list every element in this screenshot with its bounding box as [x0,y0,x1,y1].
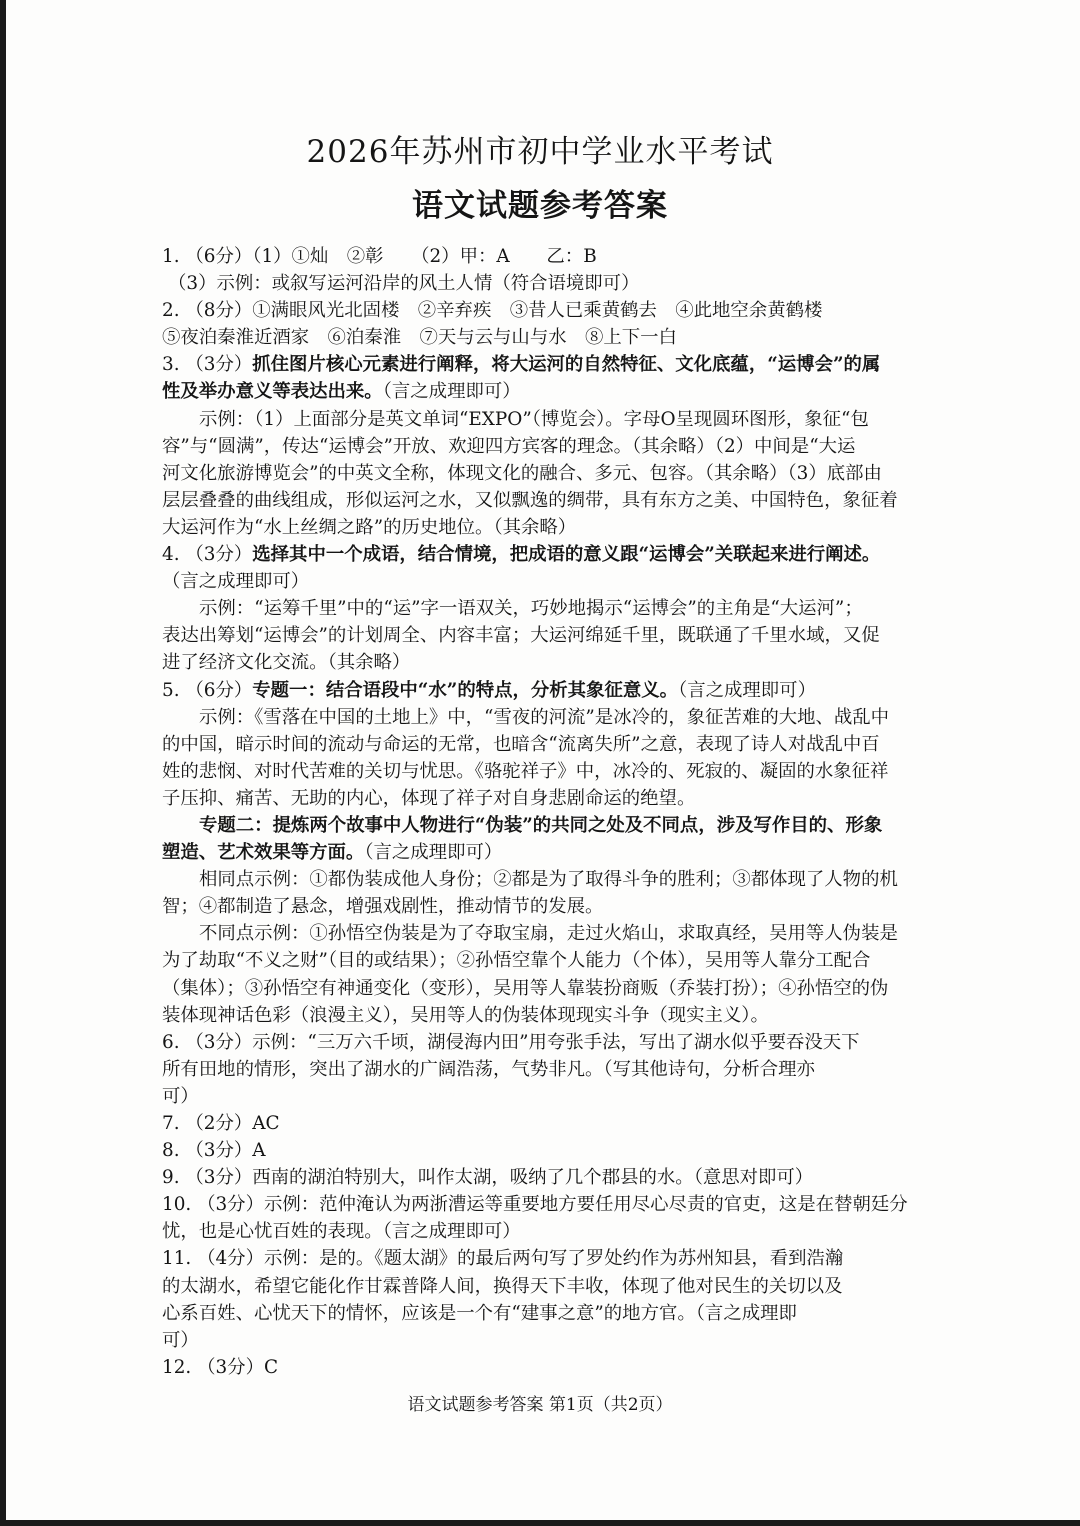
question-number: 4. （3分） [162,544,253,566]
answer-key-point: 专题二：提炼两个故事中人物进行“伪装”的共同之处及不同点，涉及写作目的、形象 [199,814,883,836]
answer-text: 可） [162,1085,199,1107]
answer-key-point: 专题一：结合语段中“水”的特点，分析其象征意义。 [252,679,679,701]
answer-line [162,487,922,514]
answer-line [162,1245,922,1272]
answer-line [162,649,922,676]
answer-text: 1. （6分）（1）①灿 ②彰 （2）甲：A 乙：B [162,246,597,267]
answer-text: 可） [162,1329,199,1351]
answer-line [162,1110,922,1137]
answer-line [162,541,922,568]
answer-text: 7. （2分）AC [162,1113,280,1134]
answer-text: 2. （8分）①满眼风光北固楼 ②辛弃疾 ③昔人已乘黄鹤去 ④此地空余黄鹤楼 [162,300,823,322]
answer-text: 大运河作为“水上丝绸之路”的历史地位。（其余略） [162,516,577,538]
answer-line [162,243,922,270]
answer-line [162,1164,922,1191]
answer-text: 相同点示例：①都伪装成他人身份；②都是为了取得斗争的胜利；③都体现了人物的机 [199,869,898,891]
answer-text: 的中国，暗示时间的流动与命运的无常，也暗含“流离失所”之意，表现了诗人对战乱中百 [162,733,880,755]
answer-line [162,866,922,893]
answer-text: （言之成理即可） [364,842,503,864]
page-subtitle: 语文试题参考答案 [412,188,668,224]
answer-text: 层层叠叠的曲线组成，形似运河之水，又似飘逸的绸带，具有东方之美、中国特色，象征着 [162,489,898,511]
answer-text: （言之成理即可） [678,679,816,701]
answer-text: 忧，也是心忧百姓的表现。（言之成理即可） [162,1221,521,1243]
answer-line [162,1137,922,1164]
answer-text: 装体现神话色彩（浪漫主义），吴用等人的伪装体现现实斗争（现实主义）。 [162,1004,769,1026]
answer-line [162,758,922,785]
answer-text: 子压抑、痛苦、无助的内心，体现了祥子对自身悲剧命运的绝望。 [162,787,696,809]
answer-line [162,731,922,758]
answer-text: 示例：“运筹千里”中的“运”字一语双关，巧妙地揭示“运博会”的主角是“大运河”； [199,598,863,620]
answer-text: 的太湖水，希望它能化作甘霖普降人间，换得天下丰收，体现了他对民生的关切以及 [162,1275,843,1297]
answer-line [162,270,922,297]
answer-line [162,460,922,487]
answer-key-point: 选择其中一个成语，结合情境，把成语的意义跟“运博会”关联起来进行阐述。 [252,544,881,566]
page-footer: 语文试题参考答案 第1页（共2页） [407,1395,673,1415]
answer-text: 智；④都制造了悬念，增强戏剧性，推动情节的发展。 [162,896,604,918]
answer-text: 容”与“圆满”，传达“运博会”开放、欢迎四方宾客的理念。（其余略）（2）中间是“大运 [162,435,856,457]
answer-line [162,378,922,405]
answer-text: 河文化旅游博览会”的中英文全称，体现文化的融合、多元、包容。（其余略）（3）底部由 [162,462,882,484]
answer-line [162,785,922,812]
answer-text: ⑤夜泊秦淮近酒家 ⑥泊秦淮 ⑦天与云与山与水 ⑧上下一白 [162,327,677,349]
question-number: 3. （3分） [162,354,253,376]
answer-line [162,514,922,541]
answer-line [162,1191,922,1218]
question-number: 5. （6分） [162,679,253,701]
answer-line [162,351,922,378]
answer-text: （3）示例：或叙写运河沿岸的风土人情（符合语境即可） [168,273,640,295]
answer-text: （言之成理即可） [382,381,521,403]
answer-line [162,677,922,704]
answer-text: （言之成理即可） [162,571,310,593]
answer-line [162,568,922,595]
page-edge-bottom [0,1520,1080,1526]
answer-line [162,1273,922,1300]
answer-text: 姓的悲悯、对时代苦难的关切与忧思。《骆驼祥子》中，冰冷的、死寂的、凝固的水象征祥 [162,760,889,782]
answer-line [162,1300,922,1327]
answer-text: 表达出筹划“运博会”的计划周全、内容丰富；大运河绵延千里，既联通了千里水域，又促 [162,625,880,647]
answer-line [162,1083,922,1110]
answer-body [162,243,922,1381]
answer-line [162,947,922,974]
page-title: 2026年苏州市初中学业水平考试 [306,134,774,170]
answer-text: （集体）；③孙悟空有神通变化（变形），吴用等人靠装扮商贩（乔装打扮）；④孙悟空的伪 [162,977,889,999]
page-edge-left [0,0,6,1526]
answer-line [162,324,922,351]
answer-line [162,406,922,433]
answer-key-point: 性及举办意义等表达出来。 [162,381,383,403]
answer-key-point: 抓住图片核心元素进行阐释，将大运河的自然特征、文化底蕴，“运博会”的属 [252,354,881,376]
answer-text: 示例：（1）上面部分是英文单词“EXPO”（博览会）。字母O呈现圆环图形，象征“包 [199,408,869,430]
answer-line [162,1327,922,1354]
answer-line [162,1029,922,1056]
answer-line [162,622,922,649]
answer-key-point: 塑造、艺术效果等方面。 [162,842,365,864]
answer-text: 6. （3分）示例：“三万六千顷，湖侵海内田”用夸张手法，写出了湖水似乎要吞没天下 [162,1031,860,1053]
answer-line [162,1056,922,1083]
answer-line [162,1218,922,1245]
answer-text: 不同点示例：①孙悟空伪装是为了夺取宝扇，走过火焰山，求取真经，吴用等人伪装是 [199,923,898,945]
answer-line [162,920,922,947]
answer-text: 12. （3分）C [162,1356,279,1378]
answer-text: 9. （3分）西南的湖泊特别大，叫作太湖，吸纳了几个郡县的水。（意思对即可） [162,1167,814,1189]
answer-text: 11. （4分）示例：是的。《题太湖》的最后两句写了罗处约作为苏州知县，看到浩瀚 [162,1248,844,1270]
answer-line [162,297,922,324]
answer-text: 10. （3分）示例：范仲淹认为两浙漕运等重要地方要任用尽心尽责的官吏，这是在替朝廷分 [162,1194,908,1216]
answer-text: 为了劫取“不义之财”（目的或结果）；②孙悟空靠个人能力（个体），吴用等人靠分工配合 [162,950,871,972]
answer-line [162,704,922,731]
answer-line [162,595,922,622]
answer-line [162,893,922,920]
answer-line [162,812,922,839]
answer-line [162,433,922,460]
answer-text: 示例：《雪落在中国的土地上》中，“雪夜的河流”是冰冷的，象征苦难的大地、战乱中 [199,706,890,728]
answer-text: 8. （3分）A [162,1140,266,1162]
answer-line [162,975,922,1002]
answer-line [162,1354,922,1381]
answer-text: 所有田地的情形，突出了湖水的广阔浩荡，气势非凡。（写其他诗句，分析合理亦 [162,1058,815,1080]
answer-line [162,1002,922,1029]
answer-text: 进了经济文化交流。（其余略） [162,652,411,674]
answer-text: 心系百姓、心忧天下的情怀，应该是一个有“建事之意”的地方官。（言之成理即 [162,1302,797,1324]
answer-line [162,839,922,866]
